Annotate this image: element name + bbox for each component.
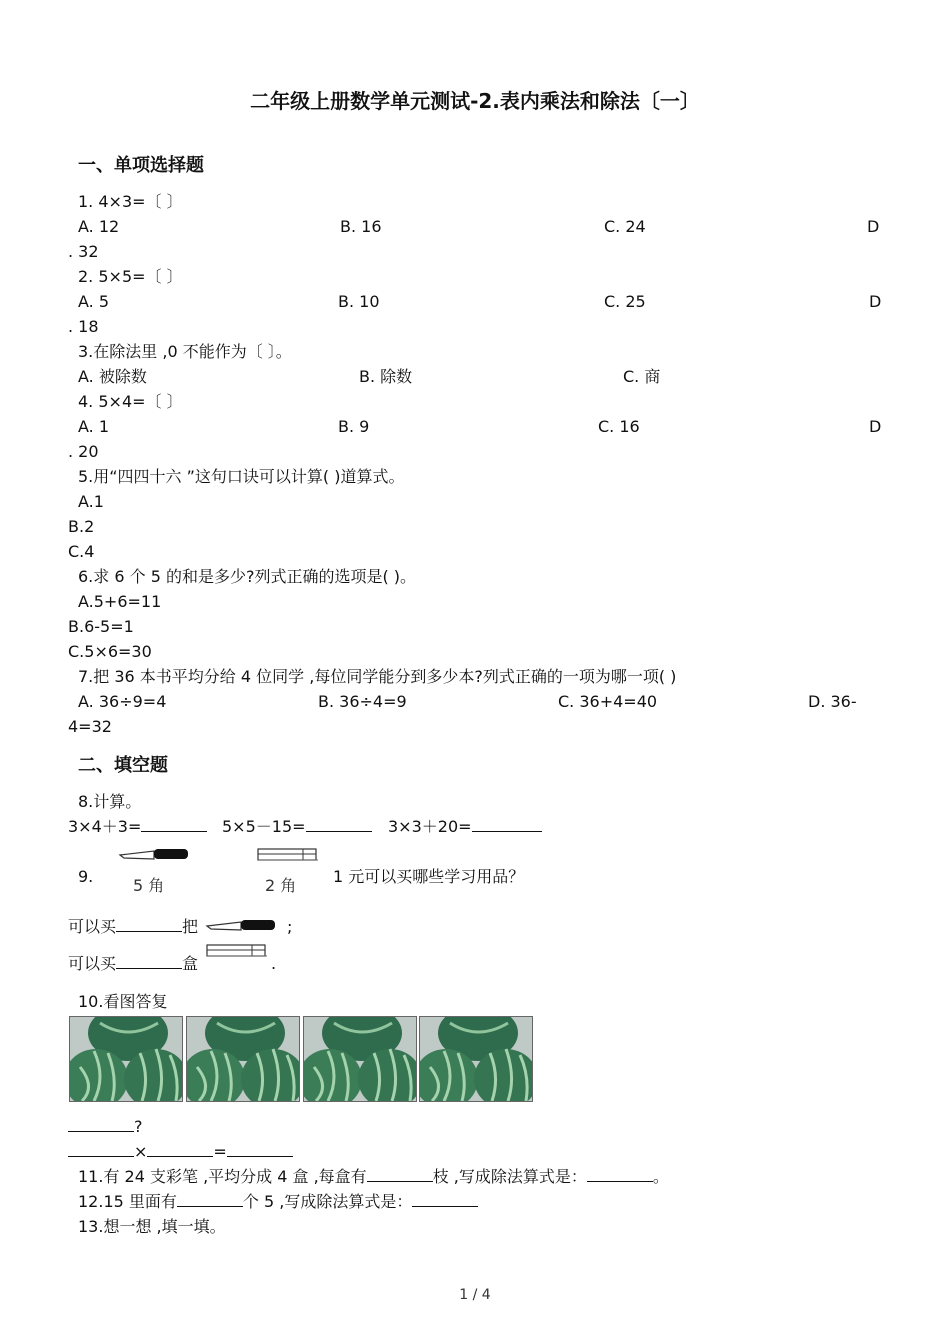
watermelon-image-2 [186, 1016, 300, 1102]
question-3-option-a[interactable]: A. 被除数 [78, 367, 147, 386]
document-title: 二年级上册数学单元测试-2.表内乘法和除法〔一〕 [250, 89, 700, 113]
question-4-option-d-value: . 20 [68, 442, 99, 461]
question-10-line-2 [68, 1142, 293, 1162]
question-8-expression-2 [222, 817, 372, 837]
answer-blank[interactable] [116, 954, 182, 969]
section-title-multiple-choice: 一、单项选择题 [78, 155, 204, 176]
answer-blank[interactable] [116, 917, 182, 932]
answer-blank[interactable] [412, 1192, 478, 1207]
unit-label: 盒 [182, 954, 199, 973]
question-3-option-b[interactable]: B. 除数 [359, 367, 413, 386]
question-9-answer-line-1 [68, 917, 198, 937]
question-2-stem: 2. 5×5=〔 〕 [78, 267, 183, 286]
question-12-text-2: 个 5 ,写成除法算式是： [242, 1192, 413, 1211]
expression-3-text: 3×3＋20= [388, 817, 472, 836]
question-10-stem: 10.看图答复 [78, 992, 168, 1011]
question-2-option-b[interactable]: B. 10 [338, 292, 380, 311]
question-7-stem: 7.把 36 本书平均分给 4 位同学 ,每位同学能分到多少本?列式正确的一项为哪一项( ) [78, 667, 677, 686]
watermelon-image-3 [303, 1016, 417, 1102]
unit-label: 把 [182, 917, 199, 936]
question-6-option-c[interactable]: C.5×6=30 [68, 642, 152, 661]
watermelon-image-1 [69, 1016, 183, 1102]
question-1-stem: 1. 4×3=〔 〕 [78, 192, 183, 211]
question-4-option-b[interactable]: B. 9 [338, 417, 370, 436]
question-4-option-d-letter[interactable]: D [869, 417, 882, 436]
pencil-box-icon [255, 846, 321, 869]
question-6-option-b[interactable]: B.6-5=1 [68, 617, 134, 636]
answer-blank[interactable] [68, 1142, 134, 1157]
question-4-option-a[interactable]: A. 1 [78, 417, 110, 436]
answer-blank[interactable] [68, 1117, 134, 1132]
answer-blank[interactable] [367, 1167, 433, 1182]
expression-2-text: 5×5－15= [222, 817, 306, 836]
question-6-stem: 6.求 6 个 5 的和是多少?列式正确的选项是( )。 [78, 567, 417, 586]
question-5-stem: 5.用“四四十六 ”这句口诀可以计算( )道算式。 [78, 467, 405, 486]
answer-blank[interactable] [227, 1142, 293, 1157]
knife-price: 5 角 [133, 876, 165, 895]
question-9-number: 9. [78, 867, 94, 886]
question-8-expression-3 [388, 817, 542, 837]
pencil-box-price: 2 角 [265, 876, 297, 895]
question-2-option-d-letter[interactable]: D [869, 292, 882, 311]
question-7-option-d-part2: 4=32 [68, 717, 112, 736]
question-5-option-b[interactable]: B.2 [68, 517, 95, 536]
answer-blank[interactable] [306, 817, 372, 832]
question-8-stem: 8.计算。 [78, 792, 142, 811]
question-9-text: 1 元可以买哪些学习用品？ [333, 867, 525, 886]
question-12 [78, 1192, 478, 1212]
knife-icon [118, 846, 192, 867]
times-sign: × [134, 1142, 148, 1161]
question-8-expression-1 [68, 817, 207, 837]
equals-sign: = [213, 1142, 227, 1161]
question-11-text-1: 11.有 24 支彩笔 ,平均分成 4 盒 ,每盒有 [78, 1167, 367, 1186]
pencil-box-icon [204, 942, 270, 965]
answer-blank[interactable] [177, 1192, 243, 1207]
question-12-text-1: 12.15 里面有 [78, 1192, 177, 1211]
line-end-punctuation: ; [287, 917, 293, 936]
question-7-option-a[interactable]: A. 36÷9=4 [78, 692, 167, 711]
question-9-answer-line-2 [68, 954, 198, 974]
question-3-option-c[interactable]: C. 商 [623, 367, 661, 386]
answer-blank[interactable] [587, 1167, 653, 1182]
question-7-option-d-part1[interactable]: D. 36- [808, 692, 857, 711]
question-6-option-a[interactable]: A.5+6=11 [78, 592, 162, 611]
question-13-stem: 13.想一想 ,填一填。 [78, 1217, 226, 1236]
line-end-punctuation: . [271, 954, 277, 973]
expression-1-text: 3×4＋3= [68, 817, 142, 836]
page-number: 1 / 4 [459, 1287, 491, 1303]
question-5-option-c[interactable]: C.4 [68, 542, 95, 561]
answer-blank[interactable] [472, 817, 542, 832]
question-2-option-d-value: . 18 [68, 317, 99, 336]
question-4-stem: 4. 5×4=〔 〕 [78, 392, 183, 411]
section-title-fill-in: 二、填空题 [78, 755, 168, 776]
question-2-option-c[interactable]: C. 25 [604, 292, 646, 311]
question-10-line-1 [68, 1117, 143, 1137]
question-7-option-c[interactable]: C. 36+4=40 [558, 692, 658, 711]
question-1-option-c[interactable]: C. 24 [604, 217, 646, 236]
question-7-option-b[interactable]: B. 36÷4=9 [318, 692, 407, 711]
question-2-option-a[interactable]: A. 5 [78, 292, 110, 311]
question-11-text-2: 枝 ,写成除法算式是： [432, 1167, 587, 1186]
question-4-option-c[interactable]: C. 16 [598, 417, 640, 436]
question-mark: ? [134, 1117, 143, 1136]
knife-icon [205, 917, 279, 938]
question-11 [78, 1167, 669, 1187]
question-1-option-a[interactable]: A. 12 [78, 217, 120, 236]
question-1-option-d-value: . 32 [68, 242, 99, 261]
answer-blank[interactable] [147, 1142, 213, 1157]
watermelon-image-4 [419, 1016, 533, 1102]
question-3-stem: 3.在除法里 ,0 不能作为〔 〕。 [78, 342, 292, 361]
question-11-text-3: 。 [652, 1167, 669, 1186]
buy-prefix: 可以买 [68, 917, 117, 936]
question-1-option-d-letter[interactable]: D [867, 217, 880, 236]
question-5-option-a[interactable]: A.1 [78, 492, 104, 511]
question-1-option-b[interactable]: B. 16 [340, 217, 382, 236]
answer-blank[interactable] [141, 817, 207, 832]
buy-prefix: 可以买 [68, 954, 117, 973]
